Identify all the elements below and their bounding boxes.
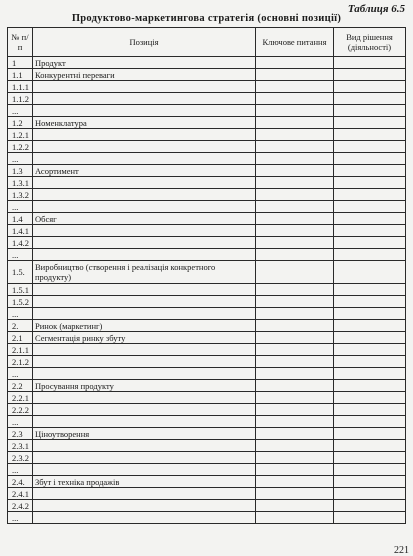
table-row <box>8 380 406 392</box>
row-key-question <box>256 404 334 416</box>
table-row <box>8 189 406 201</box>
row-number: 1.1.2 <box>8 93 33 105</box>
row-number: 2.1 <box>8 332 33 344</box>
row-key-question <box>256 380 334 392</box>
table-row <box>8 165 406 177</box>
table-body <box>8 57 406 524</box>
row-key-question <box>256 452 334 464</box>
table-row <box>8 476 406 488</box>
column-header-decision-type: Вид рішення (діяльності) <box>334 28 406 57</box>
row-key-question <box>256 165 334 177</box>
row-number: 1.4 <box>8 213 33 225</box>
row-key-question <box>256 296 334 308</box>
row-key-question <box>256 464 334 476</box>
row-position <box>33 177 256 189</box>
row-decision-type <box>334 117 406 129</box>
table-row <box>8 416 406 428</box>
row-number: 2.4. <box>8 476 33 488</box>
row-position <box>33 225 256 237</box>
row-key-question <box>256 237 334 249</box>
table-row <box>8 404 406 416</box>
row-decision-type <box>334 296 406 308</box>
table-row <box>8 141 406 153</box>
row-key-question <box>256 320 334 332</box>
row-decision-type <box>334 488 406 500</box>
table-row <box>8 332 406 344</box>
table-row <box>8 512 406 524</box>
row-decision-type <box>334 512 406 524</box>
table-row <box>8 500 406 512</box>
row-number: 1.4.1 <box>8 225 33 237</box>
row-decision-type <box>334 249 406 261</box>
row-key-question <box>256 69 334 81</box>
row-position: Конкурентні переваги <box>33 69 256 81</box>
row-number: ... <box>8 201 33 213</box>
row-position <box>33 500 256 512</box>
row-number: 1.2 <box>8 117 33 129</box>
row-number: ... <box>8 249 33 261</box>
row-key-question <box>256 428 334 440</box>
row-position <box>33 440 256 452</box>
row-position <box>33 189 256 201</box>
row-decision-type <box>334 416 406 428</box>
row-number: 1.4.2 <box>8 237 33 249</box>
row-position <box>33 296 256 308</box>
row-key-question <box>256 512 334 524</box>
row-number: 2.3 <box>8 428 33 440</box>
row-number: 2.2 <box>8 380 33 392</box>
row-decision-type <box>334 81 406 93</box>
row-decision-type <box>334 308 406 320</box>
row-number: ... <box>8 308 33 320</box>
table-header-row <box>8 28 406 57</box>
row-number: ... <box>8 464 33 476</box>
table-row <box>8 320 406 332</box>
row-position: Збут і техніка продажів <box>33 476 256 488</box>
row-position: Сегментація ринку збуту <box>33 332 256 344</box>
row-key-question <box>256 440 334 452</box>
row-position <box>33 153 256 165</box>
row-position <box>33 512 256 524</box>
table-heading: Продуктово-маркетингова стратегія (основні позиції) <box>71 13 342 24</box>
row-key-question <box>256 488 334 500</box>
row-key-question <box>256 332 334 344</box>
row-position <box>33 356 256 368</box>
row-position <box>33 464 256 476</box>
row-decision-type <box>334 440 406 452</box>
row-position <box>33 404 256 416</box>
row-number: 2.1.1 <box>8 344 33 356</box>
row-number: 2.2.1 <box>8 392 33 404</box>
table-row <box>8 428 406 440</box>
row-key-question <box>256 153 334 165</box>
row-number: 1.1.1 <box>8 81 33 93</box>
row-key-question <box>256 105 334 117</box>
row-decision-type <box>334 332 406 344</box>
row-key-question <box>256 81 334 93</box>
row-decision-type <box>334 153 406 165</box>
table-row <box>8 249 406 261</box>
table-row <box>8 296 406 308</box>
row-key-question <box>256 201 334 213</box>
row-position <box>33 81 256 93</box>
row-decision-type <box>334 165 406 177</box>
row-number: 2.1.2 <box>8 356 33 368</box>
row-key-question <box>256 308 334 320</box>
table-caption: Таблиця 6.5 <box>347 3 405 15</box>
row-decision-type <box>334 57 406 69</box>
row-key-question <box>256 284 334 296</box>
table-row <box>8 105 406 117</box>
row-key-question <box>256 177 334 189</box>
row-position: Номенклатура <box>33 117 256 129</box>
row-position <box>33 284 256 296</box>
row-decision-type <box>334 225 406 237</box>
row-key-question <box>256 225 334 237</box>
column-header-key-questions: Ключове питання <box>256 28 334 57</box>
row-key-question <box>256 416 334 428</box>
row-number: ... <box>8 153 33 165</box>
row-decision-type <box>334 452 406 464</box>
row-position: Ринок (маркетинг) <box>33 320 256 332</box>
table-row <box>8 93 406 105</box>
row-key-question <box>256 57 334 69</box>
table-row <box>8 117 406 129</box>
row-number: 1.5.2 <box>8 296 33 308</box>
table-row <box>8 488 406 500</box>
row-decision-type <box>334 284 406 296</box>
row-number: ... <box>8 368 33 380</box>
row-position <box>33 392 256 404</box>
table-row <box>8 308 406 320</box>
table-row <box>8 284 406 296</box>
row-number: ... <box>8 105 33 117</box>
row-position <box>33 344 256 356</box>
row-key-question <box>256 129 334 141</box>
table-row <box>8 356 406 368</box>
row-position <box>33 416 256 428</box>
row-position: Асортимент <box>33 165 256 177</box>
row-decision-type <box>334 129 406 141</box>
row-number: 2.4.1 <box>8 488 33 500</box>
row-key-question <box>256 392 334 404</box>
table-row <box>8 368 406 380</box>
table-row <box>8 261 406 284</box>
row-number: 1.5.1 <box>8 284 33 296</box>
row-position <box>33 368 256 380</box>
row-decision-type <box>334 93 406 105</box>
row-position <box>33 105 256 117</box>
row-decision-type <box>334 476 406 488</box>
row-position: Ціноутворення <box>33 428 256 440</box>
table-row <box>8 153 406 165</box>
row-position: Обсяг <box>33 213 256 225</box>
row-key-question <box>256 189 334 201</box>
row-key-question <box>256 261 334 284</box>
table-row <box>8 69 406 81</box>
row-position <box>33 129 256 141</box>
row-position <box>33 249 256 261</box>
row-decision-type <box>334 404 406 416</box>
table-row <box>8 213 406 225</box>
row-key-question <box>256 368 334 380</box>
row-decision-type <box>334 368 406 380</box>
row-decision-type <box>334 380 406 392</box>
table-row <box>8 201 406 213</box>
row-number: 1.3.2 <box>8 189 33 201</box>
table-row <box>8 129 406 141</box>
row-number: 1.3.1 <box>8 177 33 189</box>
row-number: 2.2.2 <box>8 404 33 416</box>
row-position: Виробництво (створення і реалізація конкретного продукту) <box>33 261 256 284</box>
row-position <box>33 93 256 105</box>
row-decision-type <box>334 320 406 332</box>
table-row <box>8 57 406 69</box>
row-decision-type <box>334 189 406 201</box>
row-key-question <box>256 356 334 368</box>
column-header-position: Позиція <box>33 28 256 57</box>
row-decision-type <box>334 105 406 117</box>
table-row <box>8 464 406 476</box>
row-number: 1.2.1 <box>8 129 33 141</box>
page-number: 221 <box>394 545 409 556</box>
table-row <box>8 440 406 452</box>
row-number: 2.4.2 <box>8 500 33 512</box>
row-decision-type <box>334 344 406 356</box>
row-key-question <box>256 141 334 153</box>
row-decision-type <box>334 141 406 153</box>
table-row <box>8 81 406 93</box>
row-decision-type <box>334 201 406 213</box>
row-number: ... <box>8 512 33 524</box>
row-decision-type <box>334 500 406 512</box>
row-number: 2.3.1 <box>8 440 33 452</box>
row-number: 1.3 <box>8 165 33 177</box>
row-position: Просування продукту <box>33 380 256 392</box>
row-decision-type <box>334 261 406 284</box>
row-number: 2.3.2 <box>8 452 33 464</box>
row-position <box>33 237 256 249</box>
row-number: 1 <box>8 57 33 69</box>
table-row <box>8 344 406 356</box>
row-decision-type <box>334 237 406 249</box>
row-key-question <box>256 344 334 356</box>
row-number: 1.5. <box>8 261 33 284</box>
table-row <box>8 452 406 464</box>
row-key-question <box>256 500 334 512</box>
column-header-num: № п/п <box>8 28 33 57</box>
row-position <box>33 452 256 464</box>
row-position <box>33 488 256 500</box>
row-key-question <box>256 213 334 225</box>
row-number: 1.2.2 <box>8 141 33 153</box>
table-row <box>8 177 406 189</box>
table-row <box>8 237 406 249</box>
row-decision-type <box>334 213 406 225</box>
row-position <box>33 141 256 153</box>
row-key-question <box>256 117 334 129</box>
row-decision-type <box>334 356 406 368</box>
row-position <box>33 201 256 213</box>
row-decision-type <box>334 464 406 476</box>
row-position: Продукт <box>33 57 256 69</box>
row-decision-type <box>334 69 406 81</box>
row-number: 2. <box>8 320 33 332</box>
row-key-question <box>256 476 334 488</box>
row-key-question <box>256 249 334 261</box>
row-key-question <box>256 93 334 105</box>
row-decision-type <box>334 177 406 189</box>
row-decision-type <box>334 392 406 404</box>
table-row <box>8 225 406 237</box>
row-number: 1.1 <box>8 69 33 81</box>
row-number: ... <box>8 416 33 428</box>
table-row <box>8 392 406 404</box>
row-position <box>33 308 256 320</box>
row-decision-type <box>334 428 406 440</box>
strategy-table <box>7 27 406 524</box>
